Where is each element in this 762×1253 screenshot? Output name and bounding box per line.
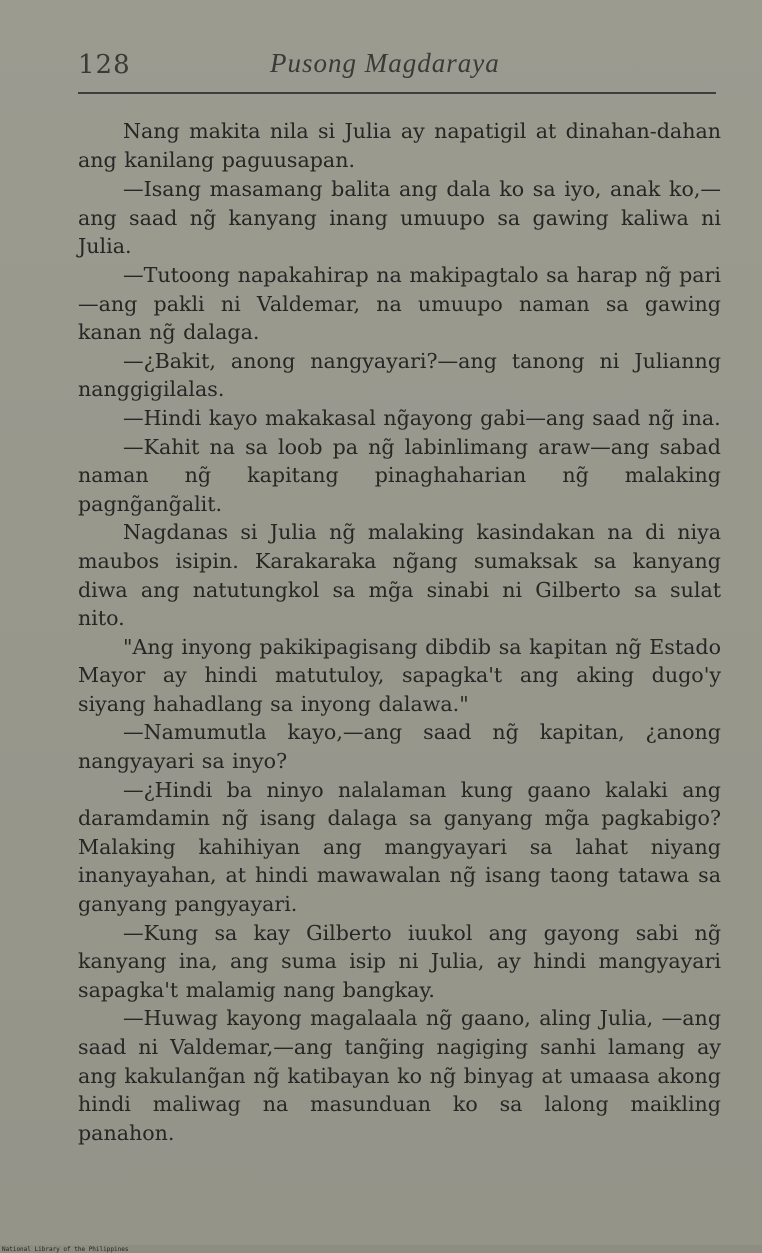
paragraph: —¿Bakit, anong nangyayari?—ang tanong ni Julianng nanggigilalas. [78,348,721,402]
paragraph: —Hindi kayo makakasal ng̃ayong gabi—ang saad ng̃ ina. [123,405,721,430]
paragraph: —Kahit na sa loob pa ng̃ labinlimang araw—ang sabad naman ng̃ kapitang pinaghaharian ng̃ malaking pagng̃ang̃alit. [78,434,721,516]
page-number: 128 [78,50,131,80]
paragraph: —Huwag kayong magalaala ng̃ gaano, aling Julia, —ang saad ni Valdemar,—ang tang̃ing nagiging sanhi lamang ay ang kakulang̃an ng̃ katibayan ko ng̃ binyag at umaasa akong hindi maliwag na masunduan ko sa lalong maikling panahon. [78,1006,721,1145]
paragraph: —Kung sa kay Gilberto iuukol ang gayong sabi ng̃ kanyang ina, ang suma isip ni Julia, ay hindi mangyayari sapagka't malamig nang bangkay. [78,920,721,1002]
library-credit: National Library of the Philippines [2,1246,129,1253]
paragraph: —Tutoong napakahirap na makipagtalo sa harap ng̃ pari—ang pakli ni Valdemar, na umuupo naman sa gawing kanan ng̃ dalaga. [78,262,721,345]
paragraph: —Isang masamang balita ang dala ko sa iyo, anak ko,—ang saad ng̃ kanyang inang umuupo sa gawing kaliwa ni Julia. [78,177,721,259]
body-text [78,117,721,1147]
paragraph: Nang makita nila si Julia ay napatigil at dinahan-dahan ang kanilang paguusapan. [78,119,721,172]
paragraph: —¿Hindi ba ninyo nalalaman kung gaano kalaki ang daramdamin ng̃ isang dalaga sa ganyang mg̃a pagkabigo? Malaking kahihiyan ang mangyayari sa lahat niyang inanyayahan, at hindi mawawalan ng̃ isang taong tatawa sa ganyang pangyayari. [78,777,721,917]
page-header [78,48,718,88]
paragraph: Nagdanas si Julia ng̃ malaking kasindakan na di niya maubos isipin. Karakaraka ng̃ang sumaksak sa kanyang diwa ang natutungkol sa mg̃a sinabi ni Gilberto sa sulat nito. [78,520,721,631]
running-title: Pusong Magdaraya [270,48,500,78]
paragraph: —Namumutla kayo,—ang saad ng̃ kapitan, ¿anong nangyayari sa inyo? [78,720,721,774]
paragraph: "Ang inyong pakikipagisang dibdib sa kapitan ng̃ Estado Mayor ay hindi matutuloy, sapagka't ang aking dugo'y siyang hahadlang sa inyong dalawa." [78,634,721,716]
header-rule [78,92,716,94]
